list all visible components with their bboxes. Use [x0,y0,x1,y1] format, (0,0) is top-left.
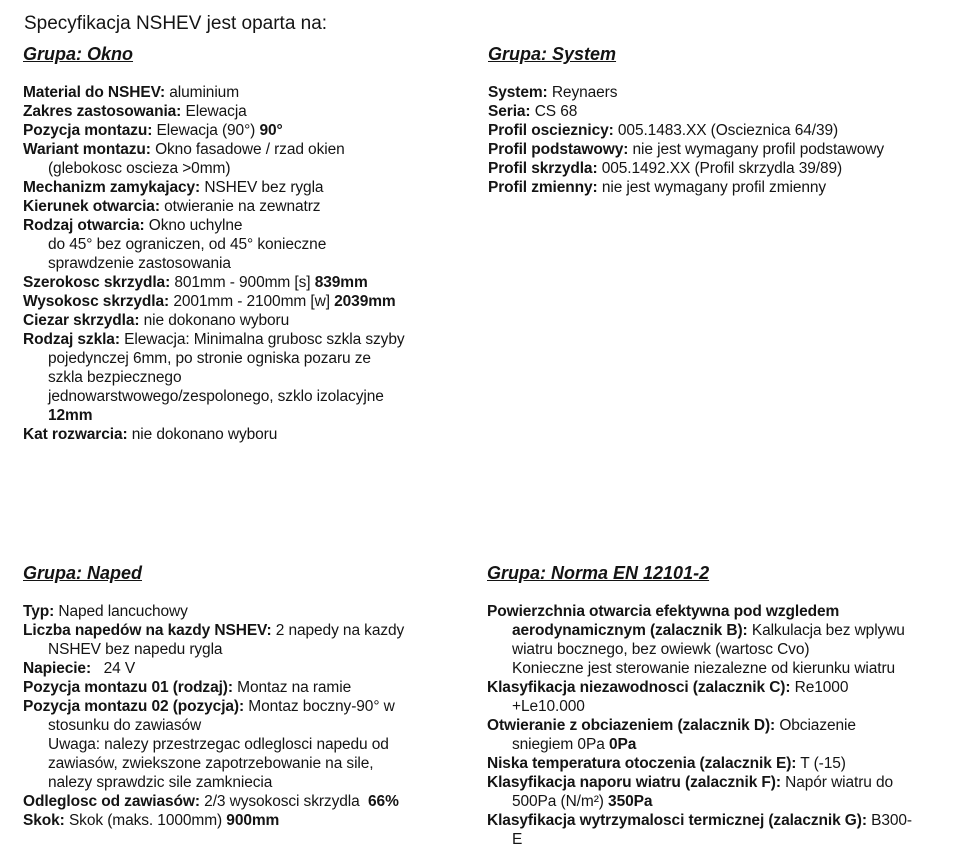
page-intro: Specyfikacja NSHEV jest oparta na: [24,13,328,34]
field-pozycja-01: Pozycja montazu 01 (rodzaj): Montaz na ramie [23,679,352,696]
field-ciezar: Ciezar skrzydla: nie dokonano wyboru [23,312,290,329]
field-niezawodnosc: Klasyfikacja niezawodnosci (zalacznik C): Re1000 +Le10.000 [487,679,849,715]
group-norma [487,563,952,849]
field-system: System: Reynaers [488,84,618,101]
field-list [488,83,948,197]
field-zakres: Zakres zastosowania: Elewacja [23,103,247,120]
field-powierzchnia: Powierzchnia otwarcia efektywna pod wzgledem aerodynamicznym (zalacznik B): Kalkulacja bez wplywu wiatru bocznego, bez owiewk (wartosc Cvo) Konieczne jest sterowanie niezalezne od kierunku wiatru [487,603,905,677]
field-profil-podstawowy: Profil podstawowy: nie jest wymagany profil podstawowy [488,141,885,158]
field-kat: Kat rozwarcia: nie dokonano wyboru [23,426,278,443]
field-rodzaj-szkla: Rodzaj szkla: Elewacja: Minimalna grubosc szkla szyby pojedynczej 6mm, po stronie ogniska pozaru ze szkla bezpiecznego jednowarstwowego/zespolonego, szklo izolacyjne 12mm [23,331,405,424]
field-profil-zmienny: Profil zmienny: nie jest wymagany profil zmienny [488,179,827,196]
field-pozycja: Pozycja montazu: Elewacja (90°) 90° [23,122,283,139]
group-title: Grupa: Naped [23,563,143,583]
field-wariant: Wariant montazu: Okno fasadowe / rzad okien (glebokosc oscieza >0mm) [23,141,345,177]
field-napiecie: Napiecie: 24 V [23,660,136,677]
group-title: Grupa: Norma EN 12101-2 [487,563,710,583]
group-title: Grupa: Okno [23,44,134,64]
field-rodzaj-otwarcia: Rodzaj otwarcia: Okno uchylne do 45° bez ograniczen, od 45° konieczne sprawdzenie zastosowania [23,217,327,272]
field-szerokosc: Szerokosc skrzydla: 801mm - 900mm [s] 839mm [23,274,368,291]
field-liczba-napedow: Liczba napedów na kazdy NSHEV: 2 napedy na kazdy NSHEV bez napedu rygla [23,622,405,658]
field-wysokosc: Wysokosc skrzydla: 2001mm - 2100mm [w] 2039mm [23,293,396,310]
field-profil-skrzydla: Profil skrzydla: 005.1492.XX (Profil skrzydla 39/89) [488,160,843,177]
field-pozycja-02: Pozycja montazu 02 (pozycja): Montaz boczny-90° w stosunku do zawiasów Uwaga: nalezy przestrzegac odleglosci napedu od zawiasów, zwiekszone zapotrzebowanie na sile, nalezy sprawdzic sile zamkniecia [23,698,395,791]
field-list [23,602,463,830]
field-seria: Seria: CS 68 [488,103,578,120]
field-mechanizm: Mechanizm zamykajacy: NSHEV bez rygla [23,179,324,196]
field-obciazenie: Otwieranie z obciazeniem (zalacznik D): Obciazenie sniegiem 0Pa 0Pa [487,717,856,753]
field-profil-oscieznicy: Profil oscieznicy: 005.1483.XX (Oscieznica 64/39) [488,122,839,139]
field-napor-wiatru: Klasyfikacja naporu wiatru (zalacznik F): Napór wiatru do 500Pa (N/m²) 350Pa [487,774,894,810]
field-wytrzymalosc: Klasyfikacja wytrzymalosci termicznej (zalacznik G): B300- E [487,812,912,848]
field-list [487,602,952,849]
group-naped [23,563,463,830]
field-typ: Typ: Naped lancuchowy [23,603,188,620]
field-skok: Skok: Skok (maks. 1000mm) 900mm [23,812,280,829]
field-odleglosc: Odleglosc od zawiasów: 2/3 wysokosci skrzydla 66% [23,793,399,810]
group-okno [23,44,463,444]
field-temperatura: Niska temperatura otoczenia (zalacznik E): T (-15) [487,755,846,772]
group-system [488,44,948,197]
field-list [23,83,463,444]
group-title: Grupa: System [488,44,617,64]
field-material: Material do NSHEV: aluminium [23,84,240,101]
field-kierunek: Kierunek otwarcia: otwieranie na zewnatrz [23,198,321,215]
